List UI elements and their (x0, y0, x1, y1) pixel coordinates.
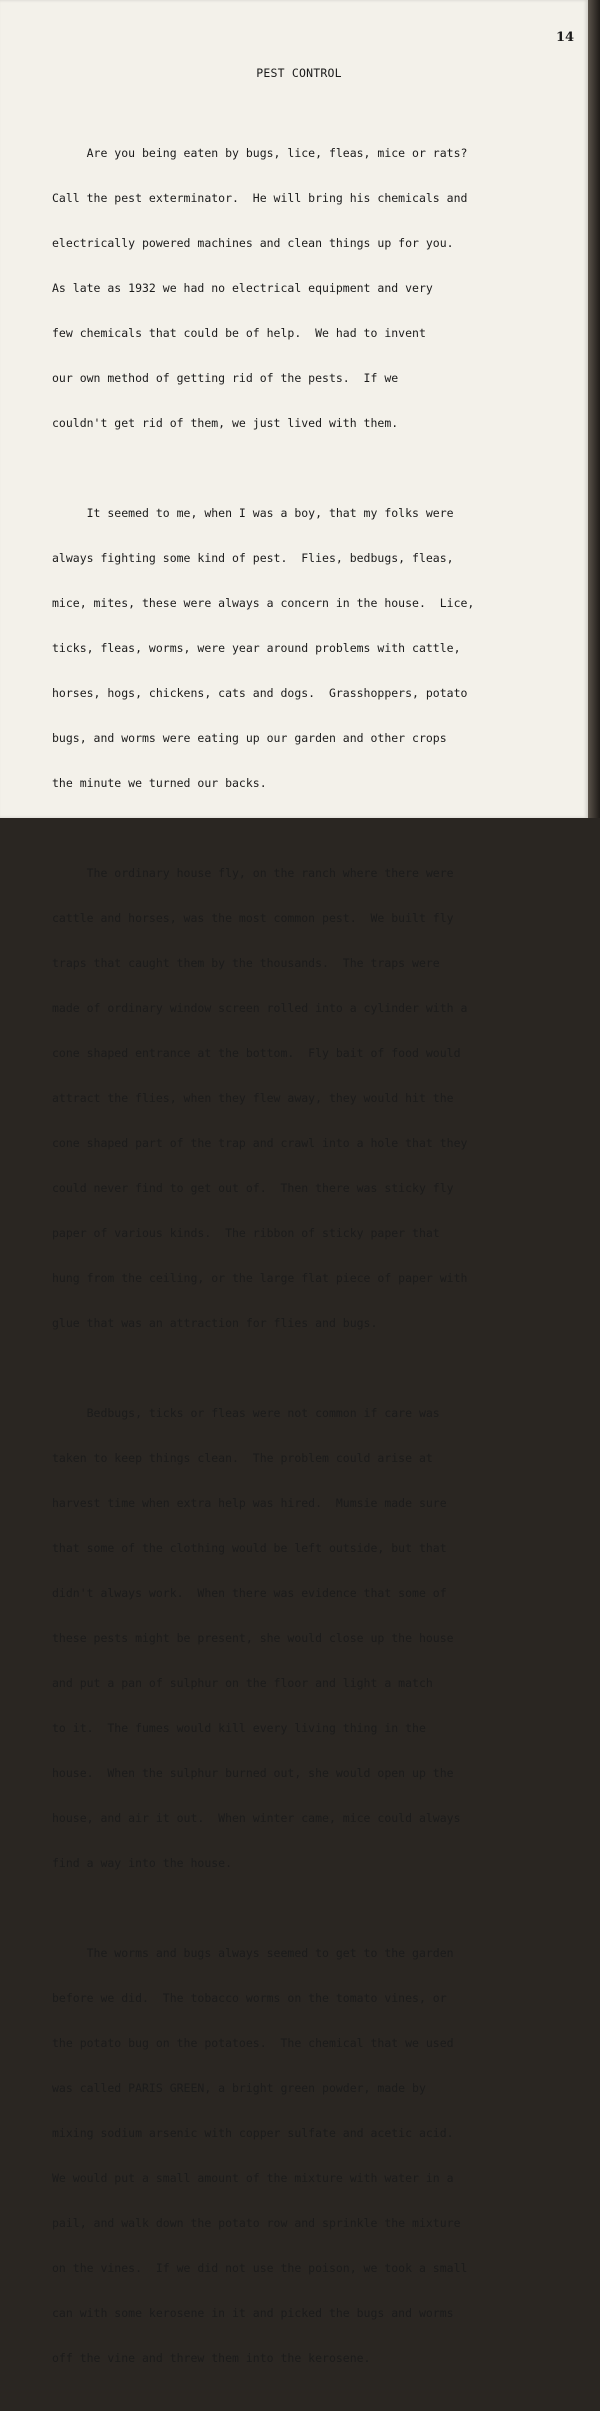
text-line: cattle and horses, was the most common pest. We built fly (52, 911, 454, 925)
text-line: pail, and walk down the potato row and sprinkle the mixture (52, 2216, 461, 2230)
text-line: harvest time when extra help was hired. Mumsie made sure (52, 1496, 447, 1510)
text-line: The ordinary house fly, on the ranch where there were (52, 866, 454, 880)
text-line: Bedbugs, ticks or fleas were not common if care was (52, 1406, 440, 1420)
text-line: house. When the sulphur burned out, she would open up the (52, 1766, 454, 1780)
binding-edge (588, 0, 600, 818)
text-line: glue that was an attraction for flies and bugs. (52, 1316, 378, 1330)
text-line: these pests might be present, she would close up the house (52, 1631, 454, 1645)
text-line: our own method of getting rid of the pests. If we (52, 371, 399, 385)
text-line: that some of the clothing would be left outside, but that (52, 1541, 447, 1555)
text-line: and put a pan of sulphur on the floor and light a match (52, 1676, 433, 1690)
text-line: It seemed to me, when I was a boy, that my folks were (52, 506, 454, 520)
text-line: made of ordinary window screen rolled into a cylinder with a (52, 1001, 468, 1015)
text-line: bugs, and worms were eating up our garden and other crops (52, 731, 447, 745)
text-line: hung from the ceiling, or the large flat piece of paper with (52, 1271, 468, 1285)
text-line: to it. The fumes would kill every living thing in the (52, 1721, 426, 1735)
text-line: house, and air it out. When winter came, mice could always (52, 1811, 461, 1825)
text-line: ticks, fleas, worms, were year around problems with cattle, (52, 641, 461, 655)
text-line: The worms and bugs always seemed to get to the garden (52, 1946, 454, 1960)
paragraph-2 (52, 476, 572, 821)
text-line: was called PARIS GREEN, a bright green powder, made by (52, 2081, 426, 2095)
text-line: Call the pest exterminator. He will bring his chemicals and (52, 191, 468, 205)
body-text (52, 116, 572, 2411)
text-line: before we did. The tobacco worms on the tomato vines, or (52, 1991, 447, 2005)
paragraph-1 (52, 116, 572, 461)
page-title: PEST CONTROL (256, 66, 342, 80)
paragraph-5 (52, 1916, 572, 2396)
text-line: always fighting some kind of pest. Flies, bedbugs, fleas, (52, 551, 454, 565)
text-line: mice, mites, these were always a concern in the house. Lice, (52, 596, 475, 610)
text-line: cone shaped part of the trap and crawl into a hole that they (52, 1136, 468, 1150)
text-line: We would put a small amount of the mixture with water in a (52, 2171, 454, 2185)
text-line: paper of various kinds. The ribbon of sticky paper that (52, 1226, 440, 1240)
text-line: cone shaped entrance at the bottom. Fly bait of food would (52, 1046, 461, 1060)
text-line: electrically powered machines and clean things up for you. (52, 236, 454, 250)
paragraph-4 (52, 1376, 572, 1901)
text-line: off the vine and threw them into the kerosene. (52, 2351, 371, 2365)
text-line: didn't always work. When there was evidence that some of (52, 1586, 447, 1600)
text-line: attract the flies, when they flew away, they would hit the (52, 1091, 454, 1105)
text-line: taken to keep things clean. The problem could arise at (52, 1451, 433, 1465)
text-line: could never find to get out of. Then there was sticky fly (52, 1181, 454, 1195)
text-line: few chemicals that could be of help. We had to invent (52, 326, 426, 340)
text-line: find a way into the house. (52, 1856, 233, 1870)
page-number: 14 (556, 30, 575, 45)
text-line: the potato bug on the potatoes. The chemical that we used (52, 2036, 454, 2050)
text-line: couldn't get rid of them, we just lived with them. (52, 416, 399, 430)
text-line: mixing sodium arsenic with copper sulfate and acetic acid. (52, 2126, 454, 2140)
text-line: on the vines. If we did not use the poison, we took a small (52, 2261, 468, 2275)
text-line: the minute we turned our backs. (52, 776, 267, 790)
text-line: Are you being eaten by bugs, lice, fleas, mice or rats? (52, 146, 468, 160)
text-line: can with some kerosene in it and picked the bugs and worms (52, 2306, 454, 2320)
text-line: traps that caught them by the thousands. The traps were (52, 956, 440, 970)
paragraph-3 (52, 836, 572, 1361)
text-line: horses, hogs, chickens, cats and dogs. Grasshoppers, potato (52, 686, 468, 700)
text-line: As late as 1932 we had no electrical equipment and very (52, 281, 433, 295)
